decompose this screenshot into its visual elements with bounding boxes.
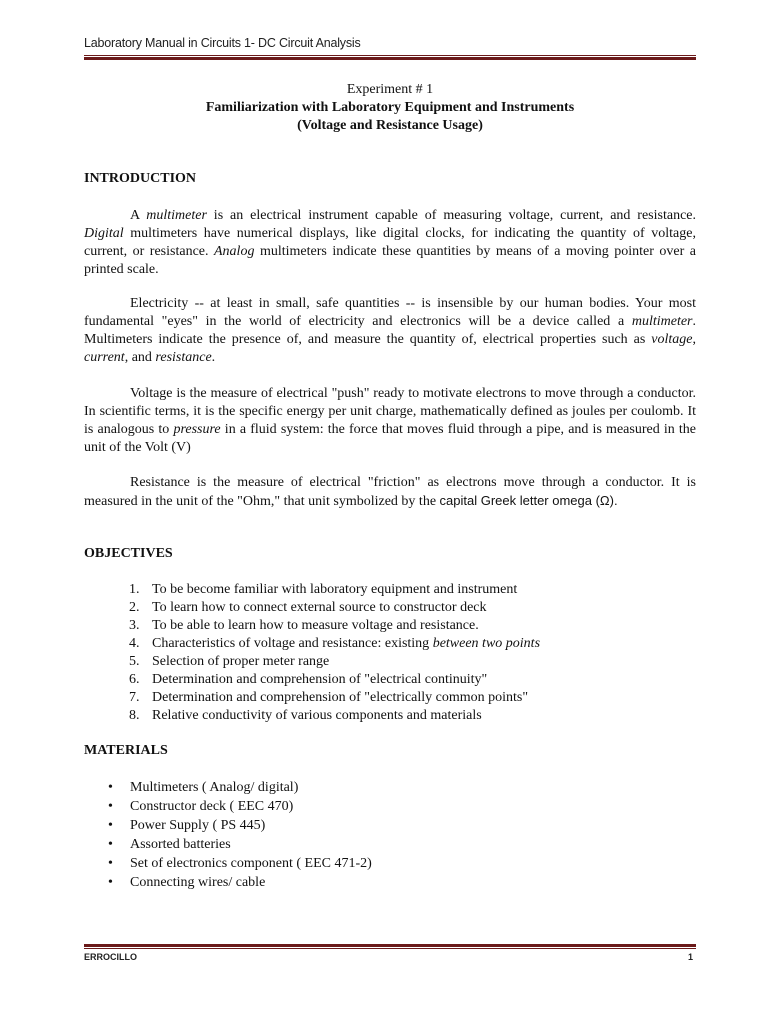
objective-item: 4. Characteristics of voltage and resistance: existing between two points	[129, 636, 541, 651]
footer-author: ERROCILLO	[84, 952, 137, 962]
experiment-title: Familiarization with Laboratory Equipment and Instruments	[205, 100, 575, 115]
materials-list	[108, 778, 372, 892]
header-rule-thick	[84, 57, 696, 60]
objectives-heading: OBJECTIVES	[84, 546, 173, 561]
material-item: • Set of electronics component ( EEC 471-2)	[130, 854, 372, 873]
intro-paragraph-1: A multimeter is an electrical instrument capable of measuring voltage, current, and resistance. Digital multimeters have numerical displays, like digital clocks, for indicating the quantity of voltage, current, or resistance. Analog multimeters indicate these quantities by means of a moving pointer over a printed scale.	[84, 208, 696, 277]
introduction-heading: INTRODUCTION	[84, 171, 197, 186]
experiment-subtitle: (Voltage and Resistance Usage)	[297, 118, 483, 133]
material-item: • Assorted batteries	[130, 835, 372, 854]
materials-heading: MATERIALS	[84, 743, 168, 758]
objective-item: 5. Selection of proper meter range	[129, 654, 330, 669]
objectives-list	[108, 581, 540, 725]
material-item: • Multimeters ( Analog/ digital)	[130, 778, 372, 797]
page-number: 1	[688, 952, 694, 962]
experiment-title-block	[84, 81, 696, 135]
material-item: • Constructor deck ( EEC 470)	[130, 797, 372, 816]
experiment-number: Experiment # 1	[346, 82, 434, 97]
running-header: Laboratory Manual in Circuits 1- DC Circuit Analysis	[84, 36, 361, 50]
objective-item: 7. Determination and comprehension of "electrically common points"	[129, 690, 529, 705]
header-rule-thin	[84, 55, 696, 56]
material-item: • Power Supply ( PS 445)	[130, 816, 372, 835]
objective-item: 2. To learn how to connect external source to constructor deck	[129, 600, 487, 615]
intro-paragraph-3: Voltage is the measure of electrical "push" ready to motivate electrons to move through a conductor. In scientific terms, it is the specific energy per unit charge, mathematically defined as joules per coulomb. It is analogous to pressure in a fluid system: the force that moves fluid through a pipe, and is measured in the unit of the Volt (V)	[84, 386, 696, 455]
footer-rule-thin	[84, 948, 696, 949]
objective-item: 1. To be become familiar with laboratory equipment and instrument	[129, 582, 518, 597]
intro-paragraph-4: Resistance is the measure of electrical "friction" as electrons move through a conductor. It is measured in the unit of the "Ohm," that unit symbolized by the capital Greek letter omega (Ω).	[84, 475, 696, 509]
objective-item: 8. Relative conductivity of various components and materials	[129, 708, 482, 723]
objective-item: 3. To be able to learn how to measure voltage and resistance.	[129, 618, 479, 633]
intro-paragraph-2: Electricity -- at least in small, safe quantities -- is insensible by our human bodies. Your most fundamental "eyes" in the world of electricity and electronics will be a device called a multimeter. Multimeters indicate the presence of, and measure the quantity of, electrical properties such as voltage, current, and resistance.	[84, 296, 696, 365]
material-item: • Connecting wires/ cable	[130, 873, 372, 892]
objective-item: 6. Determination and comprehension of "electrical continuity"	[129, 672, 488, 687]
footer-rule-thick	[84, 944, 696, 947]
